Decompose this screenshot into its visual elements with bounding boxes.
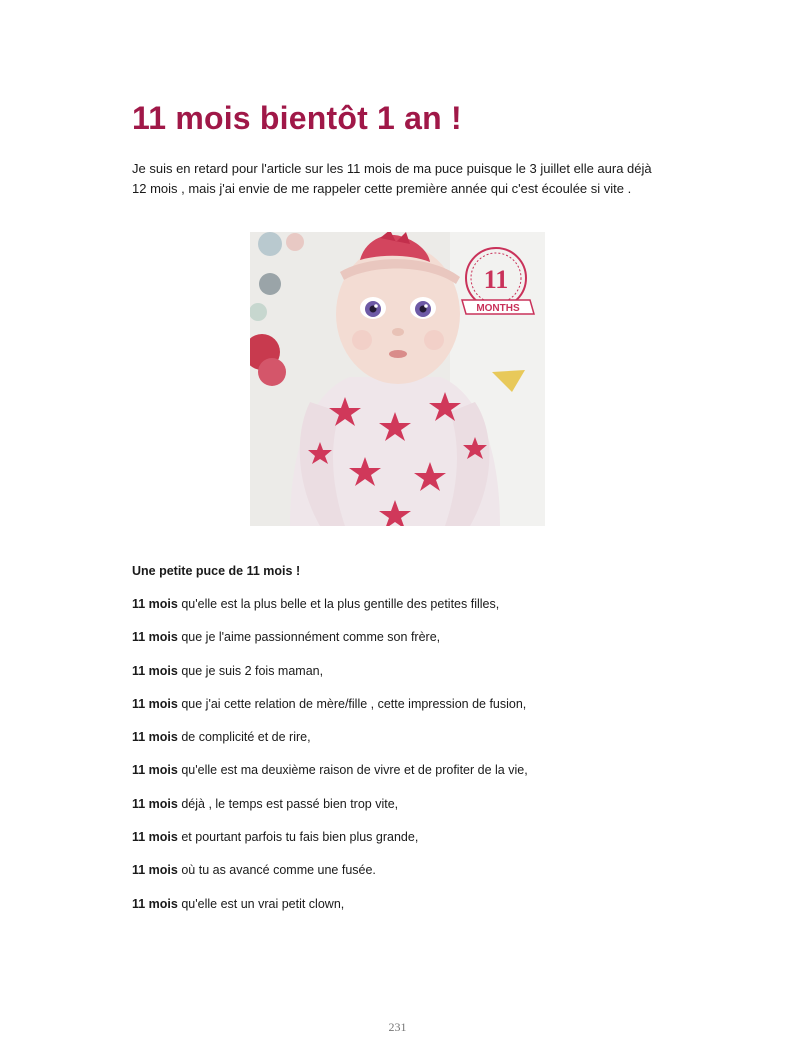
list-item-text: de complicité et de rire, xyxy=(177,730,311,745)
list-item-lead: 11 mois xyxy=(132,796,178,811)
list-item xyxy=(132,762,528,795)
list-item-lead: 11 mois xyxy=(132,730,178,745)
list-item xyxy=(132,829,528,862)
list-item-lead: 11 mois xyxy=(132,696,178,711)
list-item-lead: 11 mois xyxy=(132,896,178,911)
list-item-text: où tu as avancé comme une fusée. xyxy=(177,863,376,878)
page-title: 11 mois bientôt 1 an ! xyxy=(132,100,462,136)
list-item xyxy=(132,696,528,729)
month-list xyxy=(132,596,528,929)
page-number: 231 xyxy=(388,1020,407,1034)
badge-label: MONTHS xyxy=(476,303,520,314)
list-item-text: qu'elle est un vrai petit clown, xyxy=(177,896,345,911)
list-item xyxy=(132,596,528,629)
intro-paragraph: Je suis en retard pour l'article sur les 11 mois de ma puce puisque le 3 juillet elle aura déjà 12 mois , mais j'ai envie de me rappeler cette première année qui c'est écoulée si vite . xyxy=(132,161,652,196)
list-item-text: que j'ai cette relation de mère/fille , cette impression de fusion, xyxy=(177,696,527,711)
list-item xyxy=(132,629,528,662)
list-item xyxy=(132,862,528,895)
list-item-lead: 11 mois xyxy=(132,663,178,678)
list-item-text: qu'elle est ma deuxième raison de vivre et de profiter de la vie, xyxy=(177,763,528,778)
baby-photo xyxy=(250,232,545,526)
section-subheading: Une petite puce de 11 mois ! xyxy=(132,564,301,578)
list-item xyxy=(132,796,528,829)
list-item xyxy=(132,896,528,929)
list-item-text: que je l'aime passionnément comme son frère, xyxy=(177,630,441,645)
list-item-text: déjà , le temps est passé bien trop vite, xyxy=(177,796,399,811)
list-item-text: qu'elle est la plus belle et la plus gentille des petites filles, xyxy=(177,597,500,611)
badge-number: 11 xyxy=(483,265,509,294)
list-item-lead: 11 mois xyxy=(132,863,178,878)
list-item-text: et pourtant parfois tu fais bien plus grande, xyxy=(177,830,419,845)
list-item-text: que je suis 2 fois maman, xyxy=(177,663,324,678)
list-item-lead: 11 mois xyxy=(132,763,178,778)
list-item-lead: 11 mois xyxy=(132,597,178,611)
list-item xyxy=(132,729,528,762)
list-item xyxy=(132,663,528,696)
list-item-lead: 11 mois xyxy=(132,630,178,645)
list-item-lead: 11 mois xyxy=(132,830,178,845)
